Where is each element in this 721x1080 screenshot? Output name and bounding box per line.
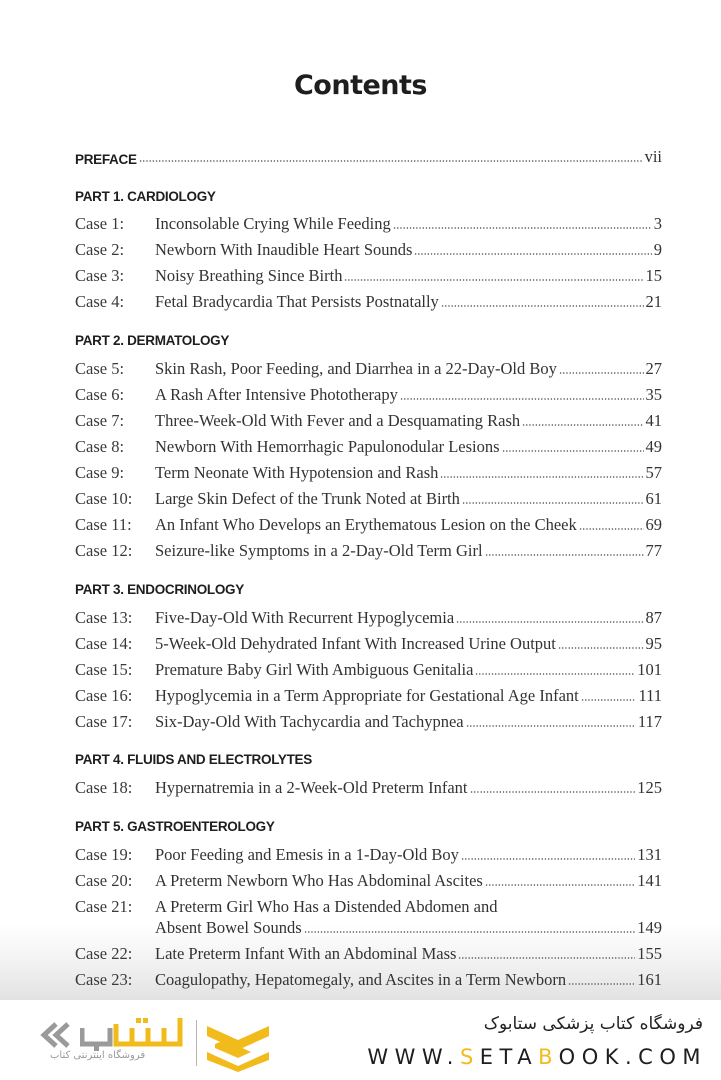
page-number: 57 xyxy=(645,463,662,482)
dot-leader xyxy=(400,398,644,400)
store-name: فروشگاه کتاب پزشکی ستابوک xyxy=(483,1014,703,1034)
entry-title: Hypernatremia in a 2-Week-Old Preterm Infant xyxy=(155,778,468,797)
page-number: 141 xyxy=(637,871,662,890)
entry-title: Newborn With Hemorrhagic Papulonodular Lesions xyxy=(155,437,500,456)
toc-entry[interactable] xyxy=(75,867,662,891)
dot-leader xyxy=(393,227,652,229)
dot-leader xyxy=(139,160,643,162)
book-chevron-emblem-icon xyxy=(205,1022,271,1077)
dot-leader xyxy=(466,725,636,727)
toc-entry[interactable] xyxy=(75,841,662,865)
page-number: 149 xyxy=(637,918,662,937)
part-heading: PART 2. DERMATOLOGY xyxy=(75,333,230,348)
entry-title-line2: Absent Bowel Sounds xyxy=(155,918,302,937)
entry-title: Large Skin Defect of the Trunk Noted at Birth xyxy=(155,489,460,508)
dot-leader xyxy=(485,554,644,556)
case-label: Case 8: xyxy=(75,437,125,456)
case-label: Case 18: xyxy=(75,778,133,797)
part-heading: PART 1. CARDIOLOGY xyxy=(75,189,216,204)
entry-title: Six-Day-Old With Tachycardia and Tachypnea xyxy=(155,712,464,731)
entry-title: Coagulopathy, Hepatomegaly, and Ascites in a Term Newborn xyxy=(155,970,567,989)
entry-title: Term Neonate With Hypotension and Rash xyxy=(155,463,439,482)
entry-title: 5-Week-Old Dehydrated Infant With Increased Urine Output xyxy=(155,634,556,653)
page-number: 35 xyxy=(645,385,662,404)
entry-title: An Infant Who Develops an Erythematous Lesion on the Cheek xyxy=(155,515,577,534)
case-label: Case 1: xyxy=(75,214,125,233)
toc-entry[interactable] xyxy=(75,459,662,483)
dot-leader xyxy=(475,673,635,675)
case-label: Case 14: xyxy=(75,634,133,653)
dot-leader xyxy=(579,528,644,530)
toc-entry[interactable] xyxy=(75,433,662,457)
toc-entry[interactable] xyxy=(75,940,662,964)
page-number: 131 xyxy=(637,845,662,864)
dot-leader xyxy=(304,931,636,933)
dot-leader xyxy=(414,253,651,255)
case-label: Case 12: xyxy=(75,541,133,560)
case-label: Case 5: xyxy=(75,359,125,378)
page-number: 95 xyxy=(645,634,662,653)
toc-entry[interactable] xyxy=(75,774,662,798)
logo-divider xyxy=(196,1020,197,1066)
case-label: Case 2: xyxy=(75,240,125,259)
dot-leader xyxy=(558,647,644,649)
toc-entry[interactable] xyxy=(75,262,662,286)
page-number: 15 xyxy=(645,266,662,285)
entry-title: Premature Baby Girl With Ambiguous Genitalia xyxy=(155,660,474,679)
case-label: Case 22: xyxy=(75,944,133,963)
page-number: 41 xyxy=(645,411,662,430)
entry-title: Fetal Bradycardia That Persists Postnatally xyxy=(155,292,439,311)
store-url[interactable] xyxy=(367,1045,707,1069)
watermark-footer xyxy=(0,1000,721,1080)
case-label: Case 17: xyxy=(75,712,133,731)
entry-title: Inconsolable Crying While Feeding xyxy=(155,214,391,233)
url-part-accent: S xyxy=(459,1045,480,1069)
double-chevron-left-icon xyxy=(38,1022,78,1053)
logo-tagline: فروشگاه اینترنتی کتاب xyxy=(50,1050,146,1061)
page-number: 125 xyxy=(637,778,662,797)
toc-entry[interactable] xyxy=(75,210,662,234)
case-label: Case 10: xyxy=(75,489,133,508)
entry-title: Noisy Breathing Since Birth xyxy=(155,266,343,285)
case-label: Case 7: xyxy=(75,411,125,430)
url-part: ETA xyxy=(479,1045,539,1069)
dot-leader xyxy=(502,450,644,452)
case-label: Case 21: xyxy=(75,897,133,916)
page-number: 77 xyxy=(645,541,662,560)
case-label: Case 9: xyxy=(75,463,125,482)
toc-entry[interactable] xyxy=(75,708,662,732)
dot-leader xyxy=(568,983,635,985)
dot-leader xyxy=(485,884,635,886)
dot-leader xyxy=(441,305,644,307)
entry-title: Hypoglycemia in a Term Appropriate for Gestational Age Infant xyxy=(155,686,579,705)
entry-title: Skin Rash, Poor Feeding, and Diarrhea in a 22-Day-Old Boy xyxy=(155,359,557,378)
page-number: 155 xyxy=(637,944,662,963)
entry-title: Late Preterm Infant With an Abdominal Mass xyxy=(155,944,457,963)
toc-entry[interactable] xyxy=(75,407,662,431)
page-number: 101 xyxy=(637,660,662,679)
page-number: vii xyxy=(644,147,662,166)
page-number: 117 xyxy=(637,712,662,731)
page-number: 9 xyxy=(653,240,662,259)
case-label: Case 4: xyxy=(75,292,125,311)
case-label: Case 11: xyxy=(75,515,132,534)
entry-title: Newborn With Inaudible Heart Sounds xyxy=(155,240,413,259)
toc-entry[interactable] xyxy=(75,537,662,561)
dot-leader xyxy=(462,502,644,504)
toc-entry-multiline-second[interactable] xyxy=(75,914,662,938)
toc-entry[interactable] xyxy=(75,288,662,312)
toc-entry[interactable] xyxy=(75,236,662,260)
case-label: Case 19: xyxy=(75,845,133,864)
page-number: 21 xyxy=(645,292,662,311)
url-part: OOK.COM xyxy=(558,1045,707,1069)
dot-leader xyxy=(458,957,635,959)
toc-entry[interactable] xyxy=(75,381,662,405)
page-title: Contents xyxy=(293,70,427,101)
toc-entry[interactable] xyxy=(75,966,662,990)
url-part: WWW. xyxy=(367,1045,460,1069)
entry-title: A Preterm Newborn Who Has Abdominal Ascites xyxy=(155,871,483,890)
case-label: Case 6: xyxy=(75,385,125,404)
page-number: 27 xyxy=(645,359,662,378)
toc-entry[interactable] xyxy=(75,630,662,654)
entry-title-line1: A Preterm Girl Who Has a Distended Abdomen and xyxy=(155,897,498,916)
entry-title: Three-Week-Old With Fever and a Desquamating Rash xyxy=(155,411,521,430)
entry-title: Five-Day-Old With Recurrent Hypoglycemia xyxy=(155,608,455,627)
toc-entry[interactable] xyxy=(75,485,662,509)
case-label: Case 16: xyxy=(75,686,133,705)
page-number: 49 xyxy=(645,437,662,456)
entry-title: Seizure-like Symptoms in a 2-Day-Old Term Girl xyxy=(155,541,483,560)
dot-leader xyxy=(440,476,643,478)
dot-leader xyxy=(461,858,635,860)
toc-entry[interactable] xyxy=(75,355,662,379)
toc-entry[interactable] xyxy=(75,682,662,706)
url-part-accent: B xyxy=(538,1045,559,1069)
dot-leader xyxy=(581,699,637,701)
part-heading: PART 5. GASTROENTEROLOGY xyxy=(75,819,275,834)
page-number: 87 xyxy=(645,608,662,627)
part-heading: PART 3. ENDOCRINOLOGY xyxy=(75,582,244,597)
dot-leader xyxy=(470,791,636,793)
toc-entry[interactable] xyxy=(75,656,662,680)
case-label: Case 23: xyxy=(75,970,133,989)
toc-entry[interactable] xyxy=(75,511,662,535)
entry-title: A Rash After Intensive Phototherapy xyxy=(155,385,398,404)
entry-title: Poor Feeding and Emesis in a 1-Day-Old Boy xyxy=(155,845,459,864)
case-label: Case 15: xyxy=(75,660,133,679)
part-heading: PART 4. FLUIDS AND ELECTROLYTES xyxy=(75,752,312,767)
dot-leader xyxy=(522,424,643,426)
toc-entry-preface[interactable] xyxy=(75,143,662,167)
page-number: 69 xyxy=(645,515,662,534)
page-number: 111 xyxy=(638,686,662,705)
page-number: 3 xyxy=(653,214,662,233)
toc-entry[interactable] xyxy=(75,604,662,628)
case-label: Case 20: xyxy=(75,871,133,890)
dot-leader xyxy=(559,372,644,374)
case-label: Case 3: xyxy=(75,266,125,285)
page-number: 161 xyxy=(637,970,662,989)
case-label: Case 13: xyxy=(75,608,133,627)
dot-leader xyxy=(344,279,643,281)
dot-leader xyxy=(456,621,643,623)
page-number: 61 xyxy=(645,489,662,508)
entry-title: PREFACE xyxy=(75,152,137,167)
